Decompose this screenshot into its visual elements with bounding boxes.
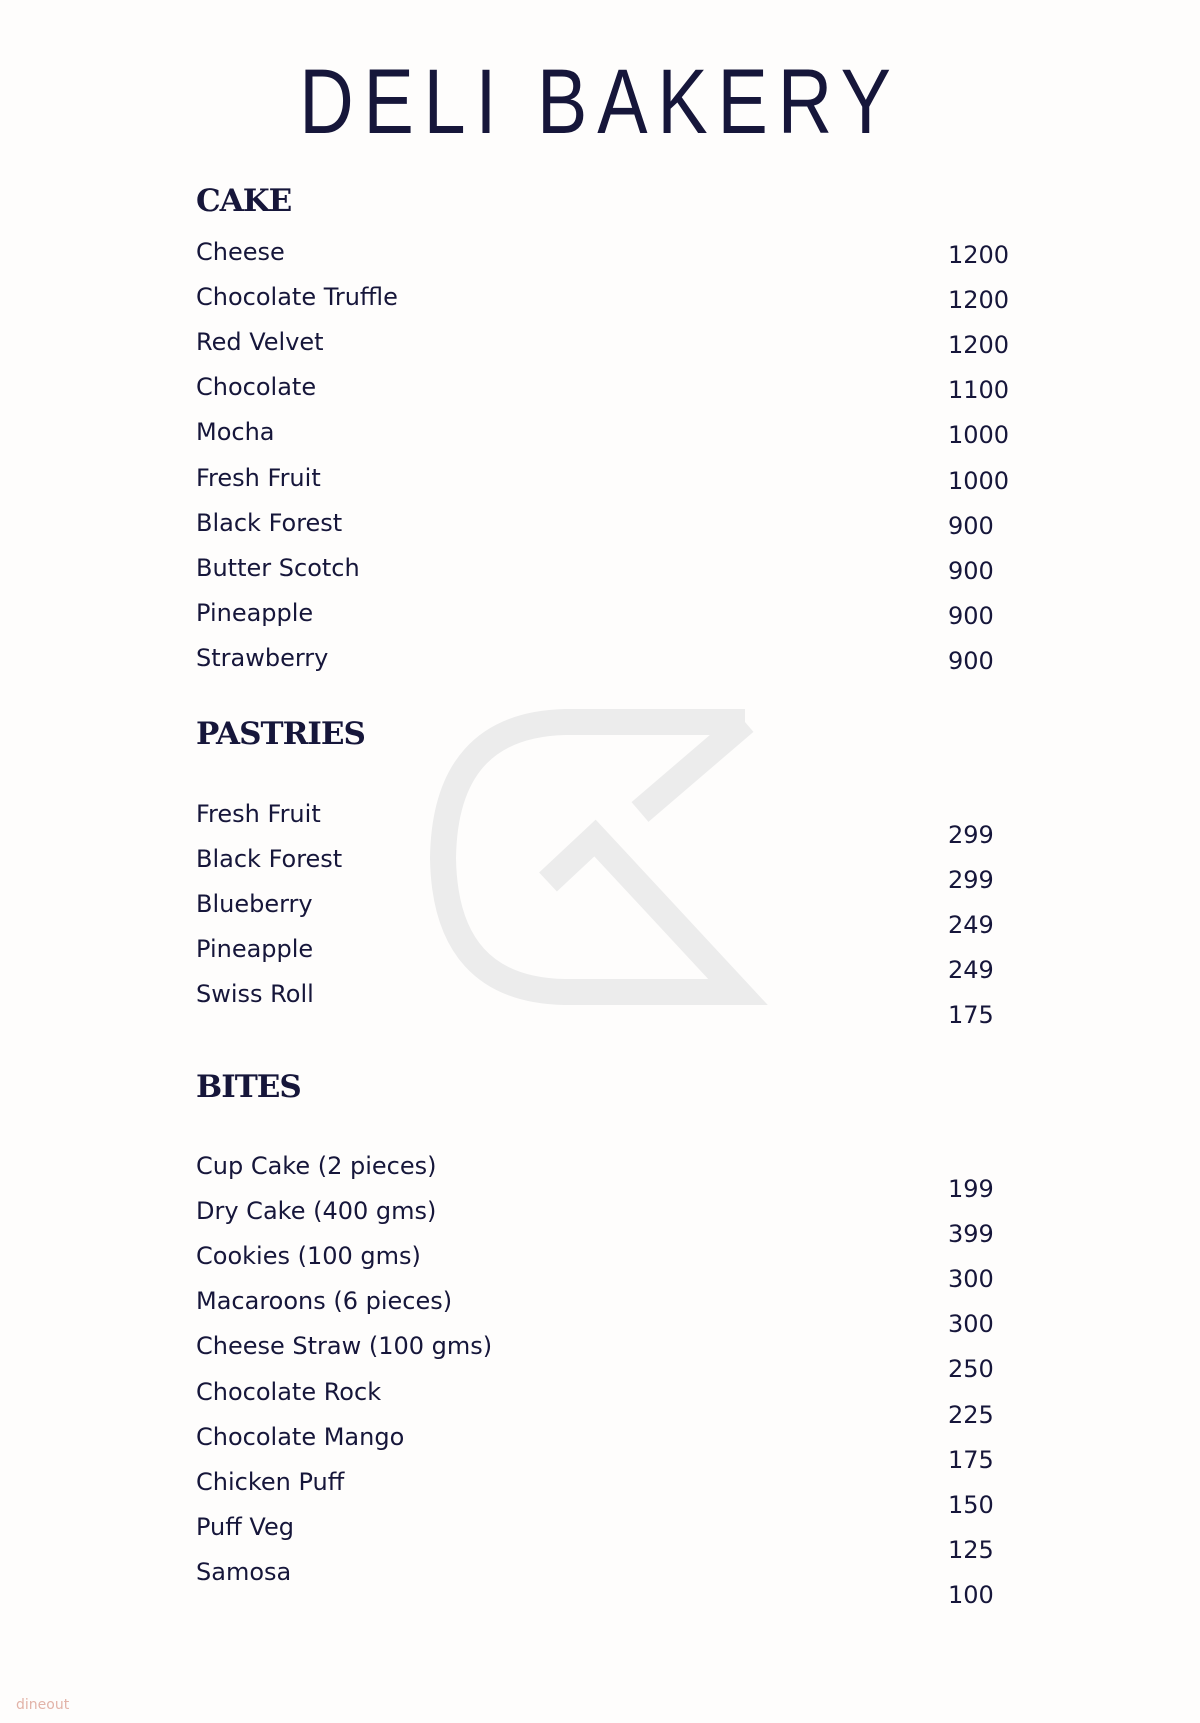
menu-item-name: Fresh Fruit bbox=[196, 463, 321, 492]
menu-item-name: Blueberry bbox=[196, 890, 313, 919]
menu-item-price: 1100 bbox=[948, 376, 1010, 405]
menu-item-price: 900 bbox=[948, 601, 994, 630]
menu-item-name: Chocolate Mango bbox=[196, 1422, 405, 1451]
menu-item-name: Chocolate Rock bbox=[196, 1377, 382, 1406]
menu-item-price: 1000 bbox=[948, 421, 1010, 450]
menu-item-name: Fresh Fruit bbox=[196, 800, 321, 828]
menu-item-name: Black Forest bbox=[196, 845, 343, 874]
menu-item-price: 1000 bbox=[948, 466, 1010, 495]
menu-item-name: Cookies (100 gms) bbox=[196, 1242, 421, 1271]
menu-item-price: 900 bbox=[948, 646, 994, 675]
section-heading-bites: BITES bbox=[196, 1069, 301, 1105]
menu-item-price: 249 bbox=[948, 956, 994, 985]
menu-item-name: Chocolate Truffle bbox=[196, 283, 398, 312]
menu-item-price: 900 bbox=[948, 511, 994, 540]
menu-item-name: Cheese bbox=[196, 238, 285, 266]
menu-item-name: Chicken Puff bbox=[196, 1467, 345, 1496]
menu-item-name: Macaroons (6 pieces) bbox=[196, 1287, 453, 1316]
menu-item-price: 249 bbox=[948, 911, 994, 940]
menu-item-price: 1200 bbox=[948, 286, 1010, 315]
menu-item-price: 175 bbox=[948, 1001, 994, 1030]
menu-item-price: 225 bbox=[948, 1400, 994, 1429]
menu-item-name: Strawberry bbox=[196, 643, 329, 672]
section-heading-pastries: PASTRIES bbox=[196, 716, 365, 752]
menu-item-name: Dry Cake (400 gms) bbox=[196, 1197, 437, 1226]
menu-item-price: 399 bbox=[948, 1220, 994, 1249]
menu-item-price: 299 bbox=[948, 866, 994, 895]
menu-item-name: Black Forest bbox=[196, 508, 343, 537]
menu-item-name: Red Velvet bbox=[196, 328, 324, 357]
menu-item-name: Samosa bbox=[196, 1557, 292, 1586]
menu-item-name: Swiss Roll bbox=[196, 980, 314, 1009]
section-heading-cake: CAKE bbox=[196, 183, 292, 219]
menu-item-price: 1200 bbox=[948, 331, 1010, 360]
menu-item-price: 150 bbox=[948, 1490, 994, 1519]
menu-item-name: Pineapple bbox=[196, 935, 314, 964]
menu-item-price: 175 bbox=[948, 1445, 994, 1474]
menu-item-price: 250 bbox=[948, 1355, 994, 1384]
menu-item-price: 300 bbox=[948, 1265, 994, 1294]
menu-item-price: 900 bbox=[948, 556, 994, 585]
menu-item-name: Cheese Straw (100 gms) bbox=[196, 1332, 493, 1361]
menu-item-name: Chocolate bbox=[196, 373, 317, 402]
menu-item-price: 199 bbox=[948, 1175, 994, 1203]
menu-item-name: Butter Scotch bbox=[196, 553, 360, 582]
menu-item-price: 300 bbox=[948, 1310, 994, 1339]
menu-item-price: 100 bbox=[948, 1580, 994, 1609]
menu-item-price: 299 bbox=[948, 821, 994, 849]
menu-item-name: Mocha bbox=[196, 418, 275, 447]
menu-item-price: 125 bbox=[948, 1535, 994, 1564]
menu-item-name: Pineapple bbox=[196, 598, 314, 627]
dineout-watermark: dineout bbox=[16, 1697, 70, 1713]
menu-item-name: Puff Veg bbox=[196, 1512, 294, 1541]
menu-item-price: 1200 bbox=[948, 241, 1010, 269]
menu-item-name: Cup Cake (2 pieces) bbox=[196, 1152, 437, 1180]
page-title: DELI BAKERY bbox=[299, 51, 901, 153]
